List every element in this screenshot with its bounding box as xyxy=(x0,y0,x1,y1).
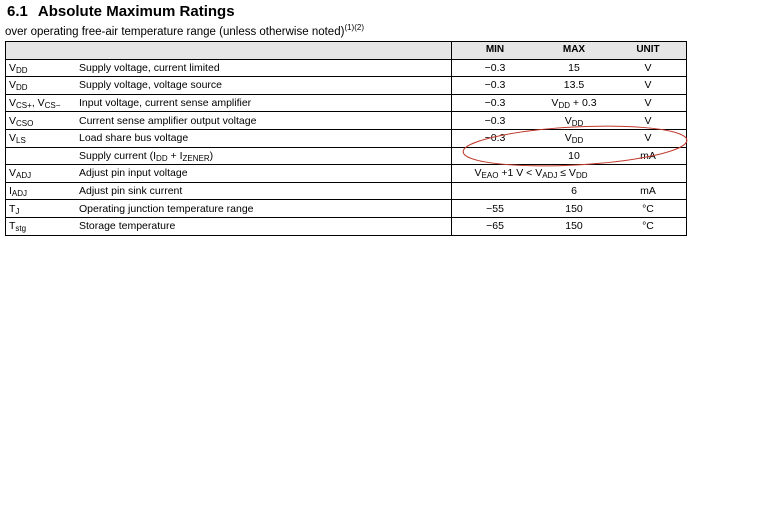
row-max: 13.5 xyxy=(538,77,610,95)
table-row xyxy=(6,200,687,218)
row-description: Supply current $(I_{DD} + I_{ZENER})$ xyxy=(73,147,452,165)
row-unit: °C xyxy=(610,200,687,218)
row-symbol: $I_{ADJ}$ xyxy=(6,182,74,200)
section-number: 6.1 xyxy=(7,3,28,20)
row-symbol: $V_{DD}$ xyxy=(6,77,74,95)
section-title xyxy=(7,3,235,20)
table-row xyxy=(6,217,687,235)
row-unit: V xyxy=(610,59,687,77)
row-symbol: $T_J$ xyxy=(6,200,74,218)
row-symbol: $T_{stg}$ xyxy=(6,217,74,235)
row-description: Adjust pin input voltage xyxy=(73,165,452,183)
row-symbol: $V_{ADJ}$ xyxy=(6,165,74,183)
row-min: −0.3 xyxy=(452,112,539,130)
row-max: $V_{DD}$ xyxy=(538,129,610,147)
row-max: 10 xyxy=(538,147,610,165)
section-heading: Absolute Maximum Ratings xyxy=(37,3,235,20)
row-min: −65 xyxy=(452,217,539,235)
row-min: −0.3 xyxy=(452,129,539,147)
row-min: −0.3 xyxy=(452,94,539,112)
row-range: $V_{EAO} +1$ $V < V_{ADJ} \le V_{DD}$ xyxy=(452,165,611,183)
row-min xyxy=(452,147,539,165)
row-unit xyxy=(610,165,687,183)
row-min: −55 xyxy=(452,200,539,218)
row-symbol: $V_{CSO}$ xyxy=(6,112,74,130)
footnote-refs: (1)(2) xyxy=(344,23,364,32)
header-min: MIN xyxy=(452,42,539,60)
row-symbol: $V_{DD}$ xyxy=(6,59,74,77)
table-row xyxy=(6,147,687,165)
row-description: Load share bus voltage xyxy=(73,129,452,147)
row-description: Storage temperature xyxy=(73,217,452,235)
table-row xyxy=(6,182,687,200)
table-row xyxy=(6,165,687,183)
table-row xyxy=(6,112,687,130)
table-subtitle xyxy=(5,23,364,38)
row-max: 150 xyxy=(538,200,610,218)
row-max: $V_{DD}$ xyxy=(538,112,610,130)
row-min: −0.3 xyxy=(452,77,539,95)
header-max: MAX xyxy=(538,42,610,60)
row-unit: °C xyxy=(610,217,687,235)
row-description: Supply voltage, voltage source xyxy=(73,77,452,95)
table-row xyxy=(6,59,687,77)
table-header-row xyxy=(6,42,687,60)
row-symbol: $V_{CS+}$, $V_{CS-}$ xyxy=(6,94,74,112)
row-min xyxy=(452,182,539,200)
row-unit: V xyxy=(610,77,687,95)
table-row xyxy=(6,77,687,95)
row-min: −0.3 xyxy=(452,59,539,77)
row-unit: mA xyxy=(610,182,687,200)
row-unit: mA xyxy=(610,147,687,165)
row-description: Operating junction temperature range xyxy=(73,200,452,218)
header-symbol xyxy=(6,42,74,60)
row-unit: V xyxy=(610,94,687,112)
table-row xyxy=(6,94,687,112)
row-description: Adjust pin sink current xyxy=(73,182,452,200)
row-max: 15 xyxy=(538,59,610,77)
row-symbol xyxy=(6,147,74,165)
row-max: 150 xyxy=(538,217,610,235)
row-max: 6 xyxy=(538,182,610,200)
row-max: $V_{DD} + 0.3$ xyxy=(538,94,610,112)
table-row xyxy=(6,129,687,147)
row-description: Input voltage, current sense amplifier xyxy=(73,94,452,112)
row-symbol: $V_{LS}$ xyxy=(6,129,74,147)
header-unit: UNIT xyxy=(610,42,687,60)
header-description xyxy=(73,42,452,60)
row-description: Supply voltage, current limited xyxy=(73,59,452,77)
row-unit: V xyxy=(610,112,687,130)
subtitle-text: over operating free-air temperature range (unless otherwise noted) xyxy=(5,25,345,38)
ratings-table xyxy=(5,41,687,236)
row-unit: V xyxy=(610,129,687,147)
row-description: Current sense amplifier output voltage xyxy=(73,112,452,130)
